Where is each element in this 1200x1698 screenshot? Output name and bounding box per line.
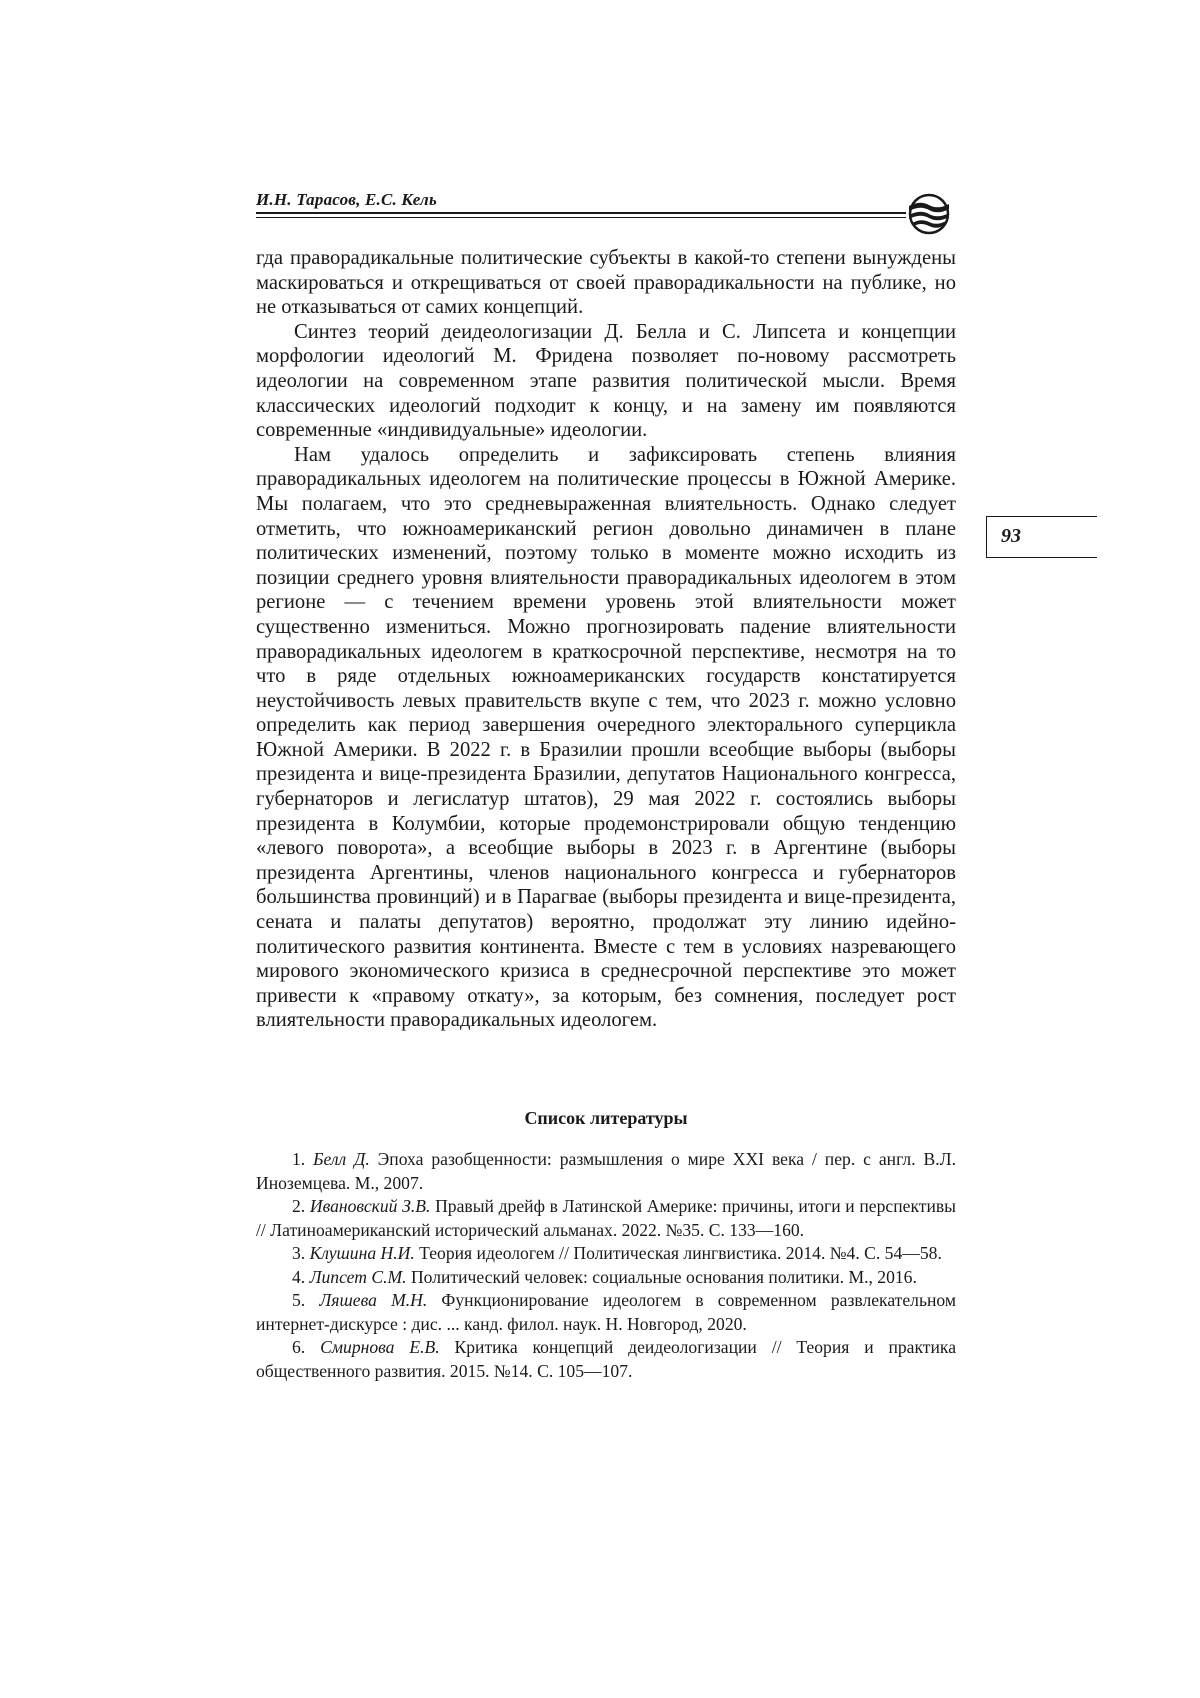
reference-item — [256, 1195, 956, 1242]
reference-text: Функционирование идеологем в современном развлекательном интернет-дискурсе : дис. ... канд. филол. наук. Н. Новгород, 2020. — [256, 1290, 956, 1334]
reference-item — [256, 1148, 956, 1195]
reference-item — [256, 1289, 956, 1336]
reference-number: 6. — [292, 1337, 321, 1357]
reference-author: Ляшева М.Н. — [319, 1290, 428, 1310]
reference-number: 5. — [292, 1290, 320, 1310]
reference-item — [256, 1266, 956, 1290]
references-list — [256, 1148, 956, 1383]
reference-item — [256, 1336, 956, 1383]
article-body — [256, 246, 956, 1033]
reference-author: Липсет С.М. — [309, 1266, 407, 1287]
journal-wave-logo-icon — [906, 192, 952, 236]
reference-author: Белл Д. — [313, 1149, 370, 1169]
reference-text: Критика концепций деидеологизации // Теория и практика общественного развития. 2015. №14. С. 105—107. — [256, 1337, 957, 1381]
page-number: 93 — [1001, 525, 1021, 547]
running-head-authors: И.Н. Тарасов, Е.С. Кель — [256, 190, 437, 209]
reference-author: Клушина Н.И. — [309, 1243, 415, 1263]
page-header — [256, 186, 956, 226]
header-rule-thin — [256, 217, 906, 218]
reference-number: 3. — [292, 1243, 310, 1263]
reference-number: 2. — [292, 1196, 310, 1216]
page-number-box — [986, 516, 1097, 558]
reference-text: Теория идеологем // Политическая лингвистика. 2014. №4. С. 54—58. — [419, 1243, 942, 1263]
reference-item — [256, 1242, 956, 1266]
reference-author: Смирнова Е.В. — [320, 1337, 440, 1357]
paragraph-synthesis: Синтез теорий деидеологизации Д. Белла и С. Липсета и концепции морфологии идеологий М. Фридена позволяет по-новому рассмотреть идеологии на современном этапе развития политической мысли. Время классических идеологий подходит к концу, и на замену им появляются современные «индивидуальные» идеологии. — [256, 320, 956, 442]
references-title: Список литературы — [524, 1108, 688, 1128]
reference-author: Ивановский З.В. — [309, 1196, 431, 1216]
reference-number: 4. — [292, 1266, 310, 1287]
reference-number: 1. — [292, 1149, 314, 1169]
header-rule-thick — [256, 212, 906, 214]
reference-text: Эпоха разобщенности: размышления о мире XXI века / пер. с англ. В.Л. Иноземцева. М., 2007. — [256, 1149, 956, 1193]
reference-text: Правый дрейф в Латинской Америке: причины, итоги и перспективы // Латиноамериканский исторический альманах. 2022. №35. С. 133—160. — [256, 1196, 956, 1240]
paragraph-conclusion: Нам удалось определить и зафиксировать степень влияния праворадикальных идеологем на политические процессы в Южной Америке. Мы полагаем, что это средневыраженная влиятельность. Однако следует отметить, что южноамериканский регион довольно динамичен в плане политических изменений, поэтому только в моменте можно исходить из позиции среднего уровня влиятельности праворадикальных идеологем в этом регионе — с течением времени уровень этой влиятельности может существенно измениться. Можно прогнозировать падение влиятельности праворадикальных идеологем в краткосрочной перспективе, несмотря на то что в ряде отдельных южноамериканских государств констатируется неустойчивость левых правительств вкупе с тем, что 2023 г. можно условно определить как период завершения очередного электорального суперцикла Южной Америки. В 2022 г. в Бразилии прошли всеобщие выборы (выборы президента и вице-президента Бразилии, депутатов Национального конгресса, губернаторов и легислатур штатов), 29 мая 2022 г. состоялись выборы президента в Колумбии, которые продемонстрировали общую тенденцию «левого поворота», а всеобщие выборы в 2023 г. в Аргентине (выборы президента Аргентины, членов национального конгресса и губернаторов большинства провинций) и в Парагвае (выборы президента и вице-президента, сената и палаты депутатов) вероятно, продолжат эту линию идейно-политического развития континента. Вместе с тем в условиях назревающего мирового экономического кризиса в среднесрочной перспективе это может привести к «правому откату», за которым, без сомнения, последует рост влиятельности праворадикальных идеологем. — [256, 443, 956, 1032]
reference-text: Политический человек: социальные основания политики. М., 2016. — [410, 1266, 917, 1287]
paragraph-continued: гда праворадикальные политические субъекты в какой-то степени вынуждены маскироваться и открещиваться от своей праворадикальности на публике, но не отказываться от самих концепций. — [256, 247, 956, 319]
